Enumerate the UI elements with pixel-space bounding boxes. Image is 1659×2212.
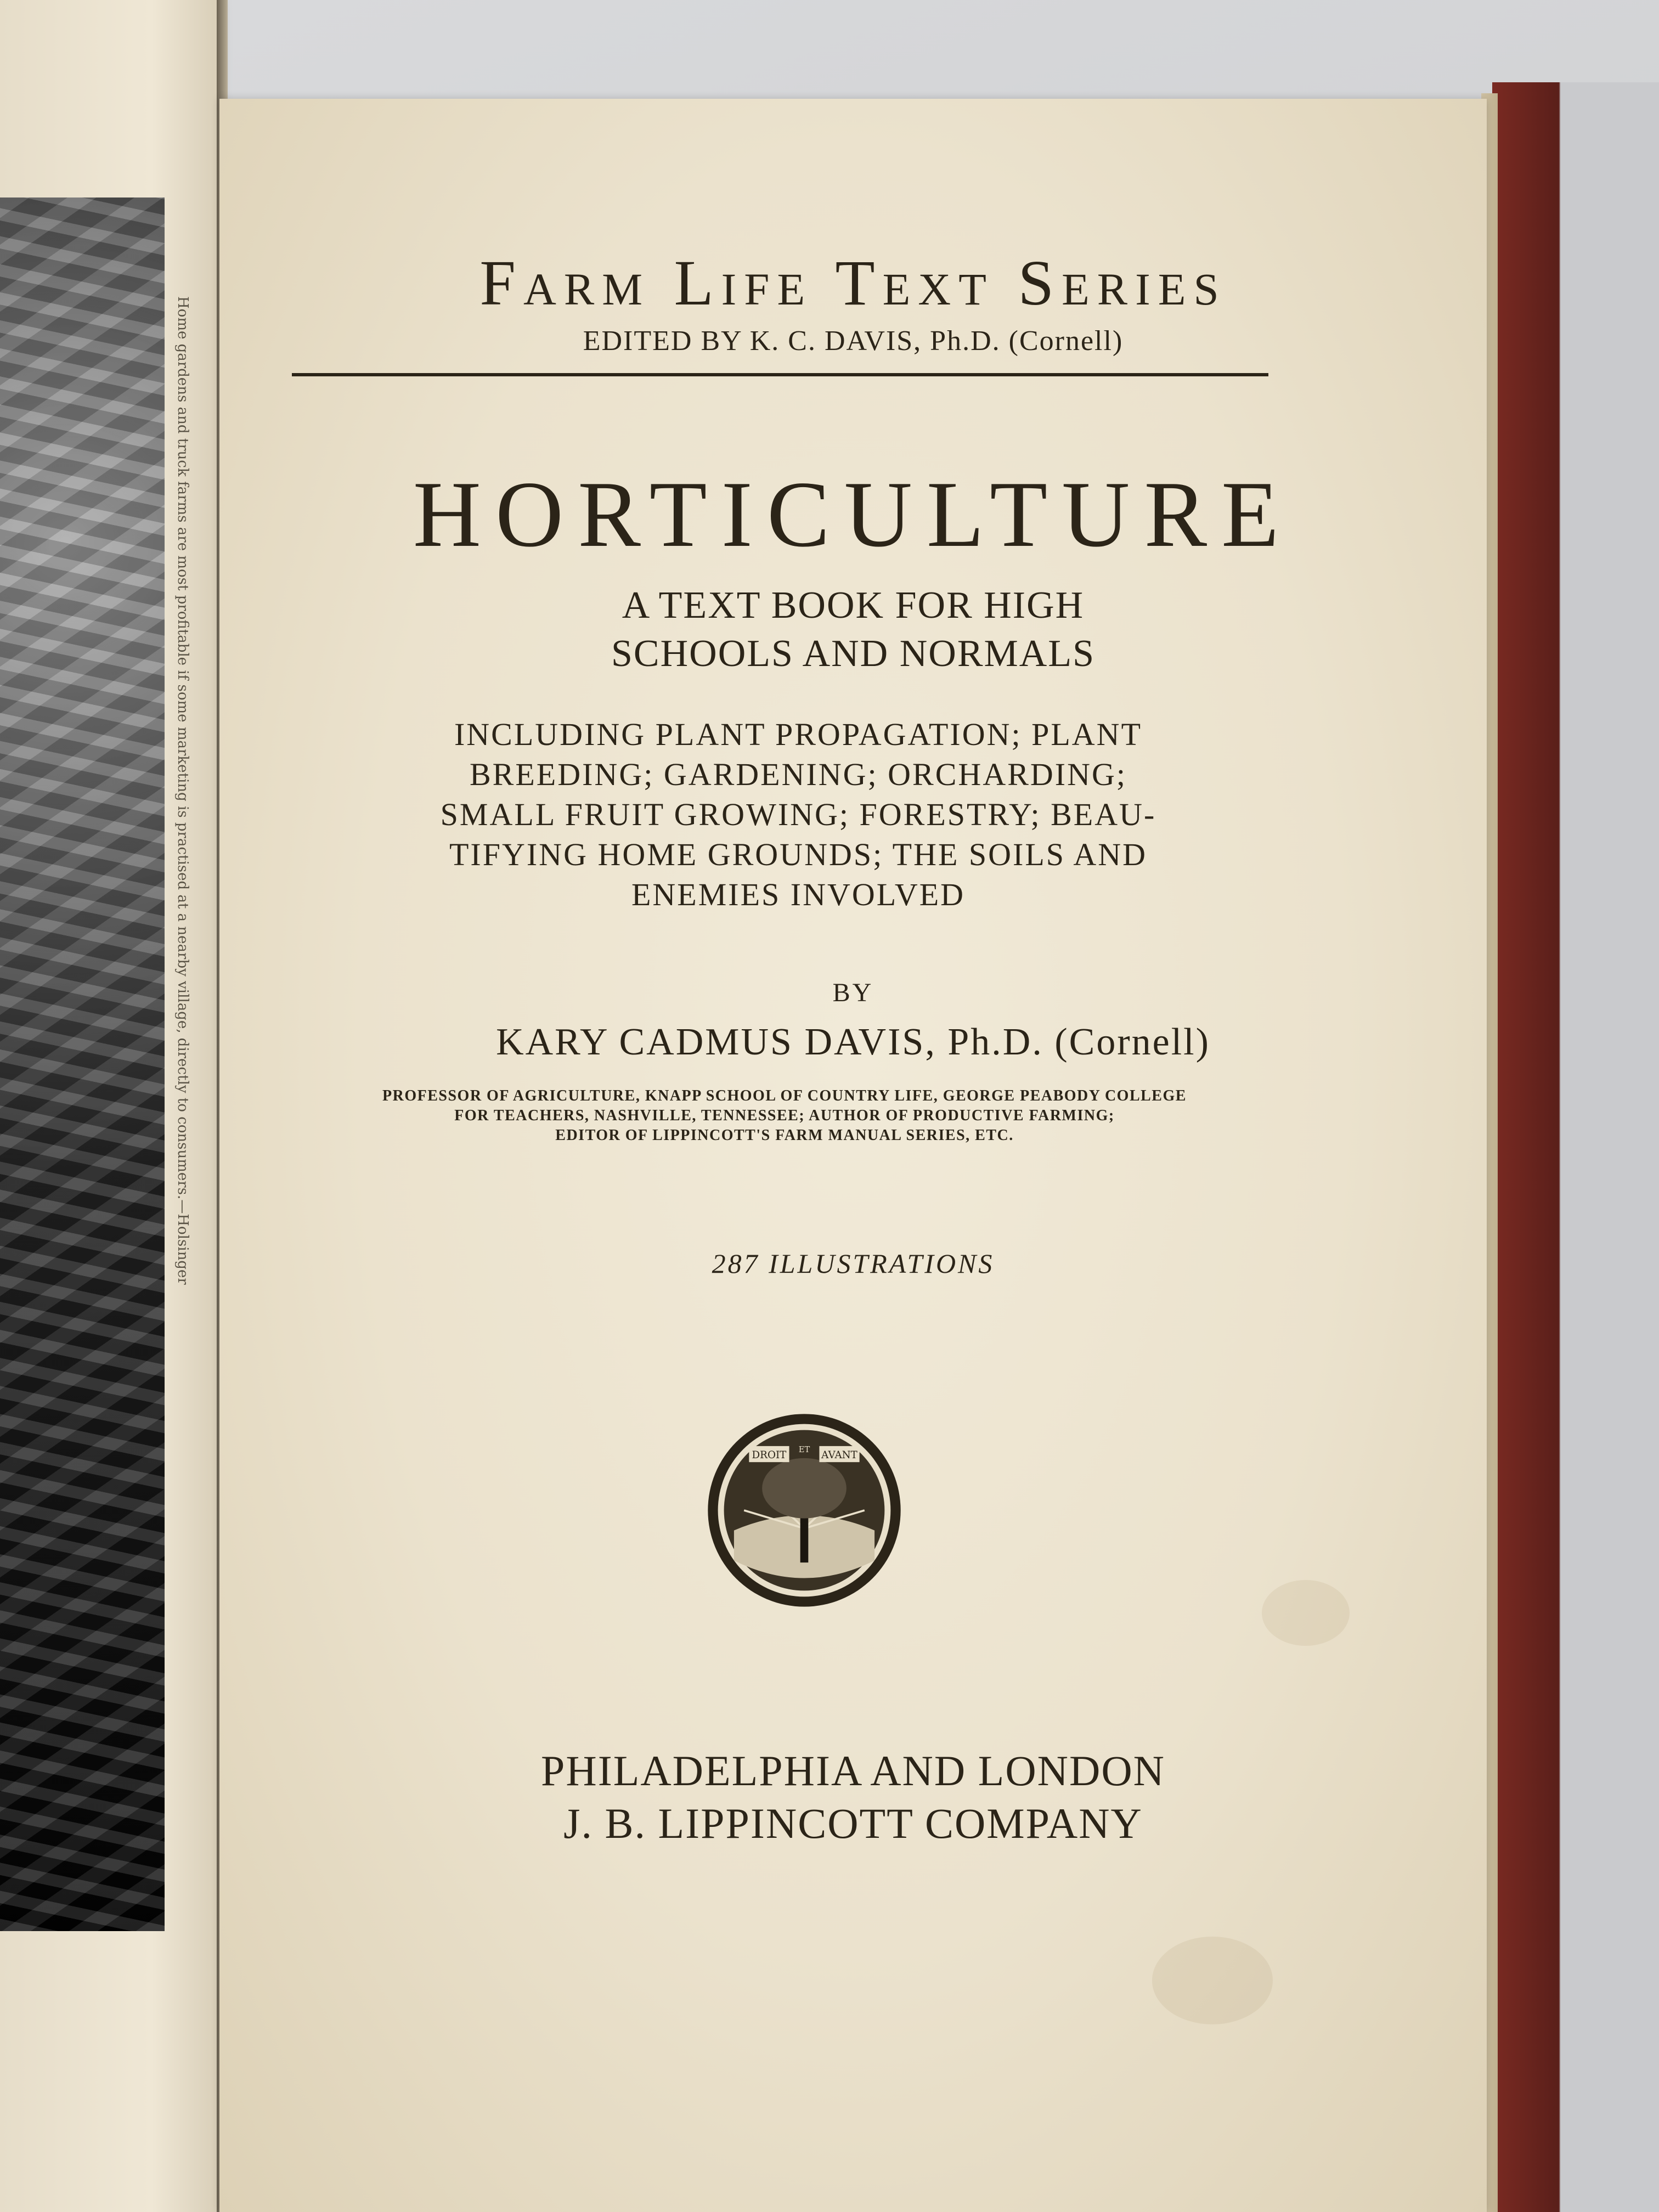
author-name: KARY CADMUS DAVIS, Ph.D. (Cornell) [496, 1021, 1210, 1063]
publisher-seal-icon [704, 1410, 905, 1611]
contents-line: INCLUDING PLANT PROPAGATION; PLANT [454, 716, 1142, 752]
series-editor: EDITED BY K. C. DAVIS, Ph.D. (Cornell) [583, 325, 1124, 357]
subtitle-line: SCHOOLS AND NORMALS [611, 633, 1096, 675]
publisher-line: J. B. LIPPINCOTT COMPANY [563, 1799, 1143, 1847]
credentials-line: FOR TEACHERS, NASHVILLE, TENNESSEE; AUTHOR OF PRODUCTIVE FARMING; [454, 1107, 1115, 1124]
foxing-spot [1152, 1937, 1273, 2024]
credentials-line: EDITOR OF LIPPINCOTT'S FARM MANUAL SERIES, ETC. [555, 1127, 1014, 1144]
publisher-line: PHILADELPHIA AND LONDON [541, 1747, 1165, 1795]
series-title: Farm Life Text Series [479, 247, 1227, 319]
book-subtitle [219, 582, 1487, 678]
contents-line: BREEDING; GARDENING; ORCHARDING; [470, 757, 1127, 792]
contents-line: SMALL FRUIT GROWING; FORESTRY; BEAU- [440, 797, 1156, 832]
author-credentials [302, 1086, 1267, 1146]
book-contents-summary [368, 714, 1229, 915]
credentials-line: PROFESSOR OF AGRICULTURE, KNAPP SCHOOL OF COUNTRY LIFE, GEORGE PEABODY COLLEGE [382, 1087, 1187, 1104]
contents-line: TIFYING HOME GROUNDS; THE SOILS AND [449, 837, 1148, 872]
foxing-spot [1262, 1580, 1350, 1646]
frontispiece-caption: Home gardens and truck farms are most profitable if some marketing is practised at a nearby village, directly to consumers.—Holsinger [174, 296, 191, 1285]
book-title: HORTICULTURE [413, 462, 1294, 567]
seal-motto-left: DROIT [752, 1449, 787, 1461]
subtitle-line: A TEXT BOOK FOR HIGH [622, 584, 1085, 627]
by-line: BY [832, 978, 874, 1007]
illustrations-count: 287 ILLUSTRATIONS [712, 1248, 995, 1279]
facing-page [0, 0, 217, 2212]
title-page [219, 99, 1487, 2212]
contents-line: ENEMIES INVOLVED [631, 877, 966, 912]
book-cover-edge [1492, 82, 1659, 2212]
title-rule [292, 373, 1268, 376]
seal-motto-right: AVANT [821, 1449, 857, 1461]
frontispiece-photo [0, 198, 165, 1931]
publisher-imprint [219, 1745, 1487, 1850]
seal-motto-mid: ET [798, 1444, 810, 1454]
